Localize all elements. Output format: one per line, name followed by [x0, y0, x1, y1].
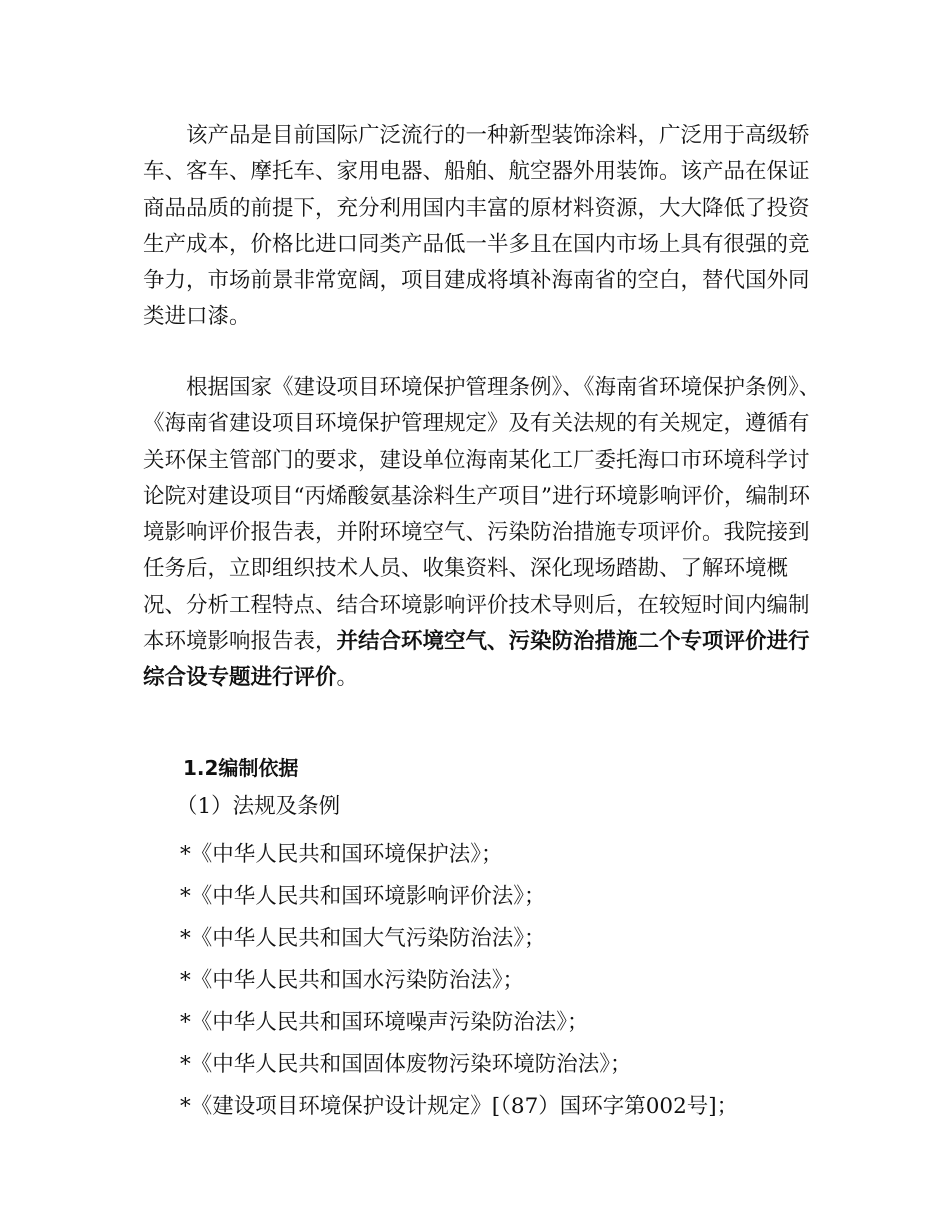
list-item: *《中华人民共和国大气污染防治法》； — [180, 926, 546, 951]
list-item: *《中华人民共和国水污染防治法》； — [180, 968, 525, 993]
basis-paragraph-text: 根据国家《建设项目环境保护管理条例》、《海南省环境保护条例》、《海南省建设项目环境保护管理规定》及有关法规的有关规定，遵循有关环保主管部门的要求，建设单位海南某化工厂委托海口市环境科学讨论院对建设项目“丙烯酸氨基涂料生产项目”进行环境影响评价，编制环境影响评价报告表，并附环境空气、污染防治措施专项评价。我院接到任务后，立即组织技术人员、收集资料、深化现场踏勘、了解环境概况、分析工程特点、结合环境影响评价技术导则后，在较短时间内编制本环境影响报告表， — [143, 375, 821, 655]
list-item: *《中华人民共和国固体废物污染环境防治法》； — [180, 1052, 632, 1077]
subsection-heading: （1）法规及条例 — [176, 794, 341, 819]
list-item: *《中华人民共和国环境噪声污染防治法》； — [180, 1010, 589, 1035]
list-item: *《中华人民共和国环境影响评价法》； — [180, 884, 546, 909]
basis-paragraph-bold-text: 并结合环境空气、污染防治措施二个专项评价进行综合设专题进行评价 — [143, 629, 810, 691]
section-heading: 1.2编制依据 — [183, 756, 299, 780]
basis-paragraph-body — [143, 370, 823, 697]
product-description-text: 该产品是目前国际广泛流行的一种新型装饰涂料，广泛用于高级轿车、客车、摩托车、家用电器、船舶、航空器外用装饰。该产品在保证商品品质的前提下，充分利用国内丰富的原材料资源，大大降低了投资生产成本，价格比进口同类产品低一半多且在国内市场上具有很强的竞争力，市场前景非常宽阔，项目建成将填补海南省的空白，替代国外同类进口漆。 — [143, 123, 810, 330]
list-item: *《中华人民共和国环境保护法》； — [180, 842, 503, 867]
intro-paragraph — [143, 118, 823, 336]
list-item: *《建设项目环境保护设计规定》[（87）国环字第002号]； — [180, 1094, 739, 1119]
law-list — [180, 834, 738, 1128]
basis-paragraph — [143, 370, 823, 697]
basis-paragraph-end: 。 — [336, 665, 359, 691]
